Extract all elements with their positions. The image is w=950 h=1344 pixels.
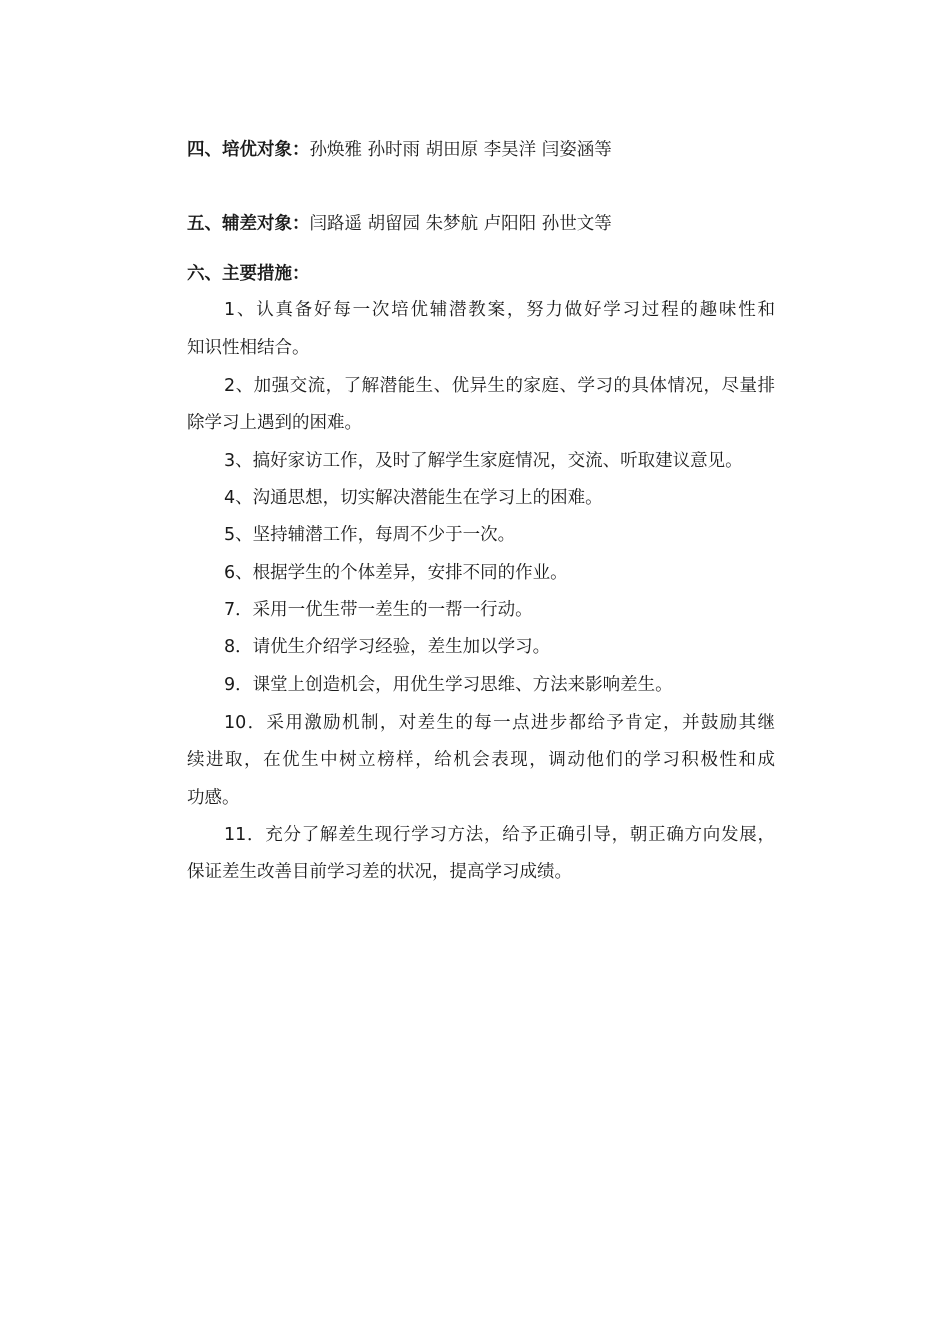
student-names: 孙焕雅 孙时雨 胡田原 李昊洋 闫姿涵等 [309, 140, 612, 160]
section-heading-measures: 六、主要措施： [187, 264, 310, 284]
measure-item-10-line-2: 续进取，在优生中树立榜样，给机会表现，调动他们的学习积极性和成 [187, 750, 775, 770]
measure-item-7: 7．采用一优生带一差生的一帮一行动。 [224, 600, 533, 620]
measure-item-4: 4、沟通思想，切实解决潜能生在学习上的困难。 [224, 488, 603, 508]
section-fu-cha [187, 212, 612, 236]
measure-item-6: 6、根据学生的个体差异，安排不同的作业。 [224, 563, 568, 583]
student-names: 闫路遥 胡留园 朱梦航 卢阳阳 孙世文等 [309, 214, 612, 234]
section-pei-you [187, 138, 612, 162]
section-heading: 四、培优对象： [187, 140, 310, 160]
measure-item-9: 9．课堂上创造机会，用优生学习思维、方法来影响差生。 [224, 675, 673, 695]
measure-item-5: 5、坚持辅潜工作，每周不少于一次。 [224, 525, 516, 545]
measure-item-2-line-2: 除学习上遇到的困难。 [187, 413, 362, 433]
measure-item-10-line-1: 10．采用激励机制，对差生的每一点进步都给予肯定，并鼓励其继 [224, 713, 775, 733]
measure-item-1-line-1: 1、认真备好每一次培优辅潜教案，努力做好学习过程的趣味性和 [224, 300, 775, 320]
measure-item-1-line-2: 知识性相结合。 [187, 338, 310, 358]
measure-item-11-line-1: 11．充分了解差生现行学习方法，给予正确引导，朝正确方向发展， [224, 825, 775, 845]
measure-item-3: 3、搞好家访工作，及时了解学生家庭情况，交流、听取建议意见。 [224, 451, 743, 471]
section-heading: 五、辅差对象： [187, 214, 310, 234]
measure-item-2-line-1: 2、加强交流，了解潜能生、优异生的家庭、学习的具体情况，尽量排 [224, 376, 775, 396]
measure-item-8: 8．请优生介绍学习经验，差生加以学习。 [224, 637, 551, 657]
measure-item-11-line-2: 保证差生改善目前学习差的状况，提高学习成绩。 [187, 862, 572, 882]
measure-item-10-line-3: 功感。 [187, 788, 240, 808]
